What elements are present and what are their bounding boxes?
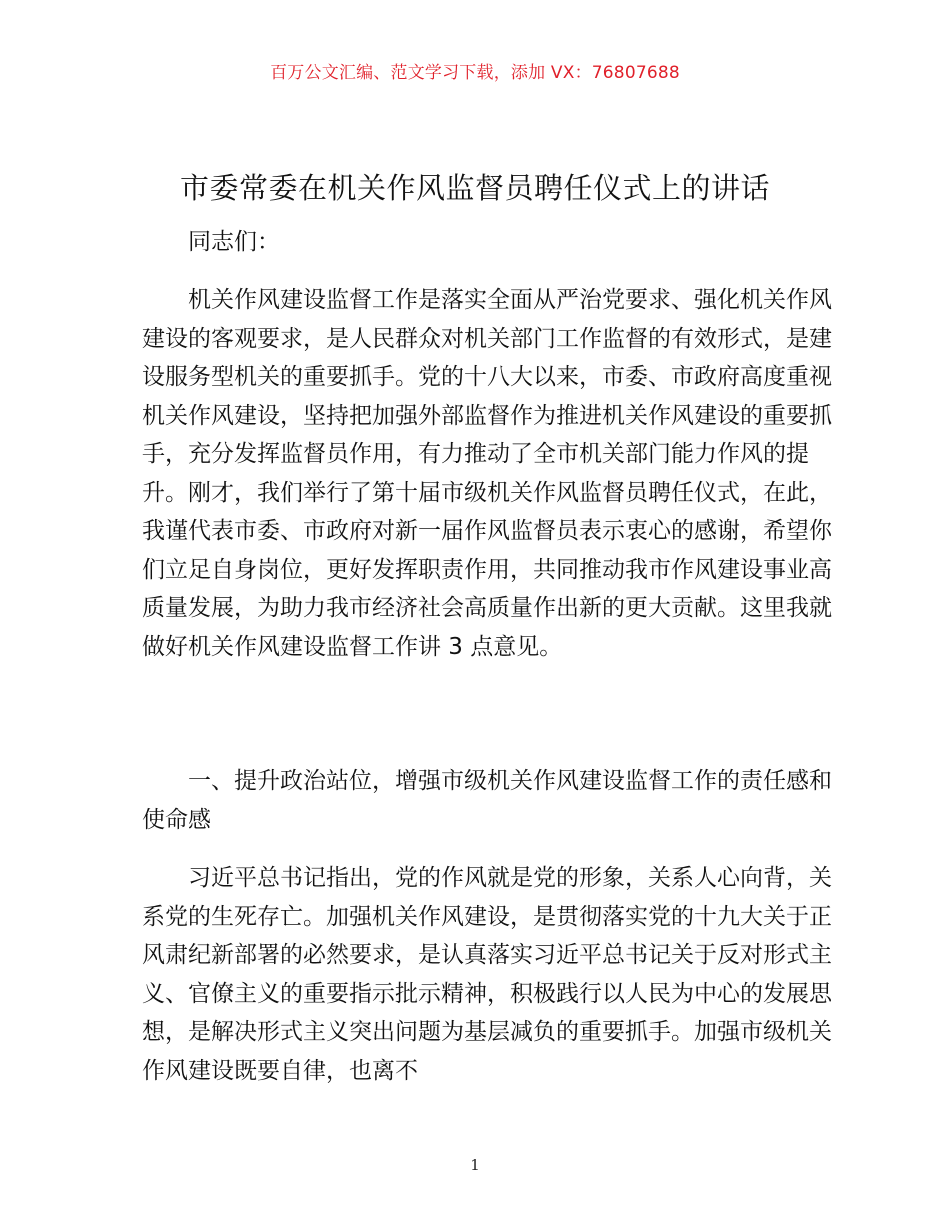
paragraph-block-2 (142, 859, 832, 1090)
body-paragraph: 习近平总书记指出，党的作风就是党的形象，关系人心向背，关系党的生死存亡。加强机关作风建设，是贯彻落实党的十九大关于正风肃纪新部署的必然要求，是认真落实习近平总书记关于反对形式主义、官僚主义的重要指示批示精神，积极践行以人民为中心的发展思想，是解决形式主义突出问题为基层减负的重要抓手。加强市级机关作风建设既要自律，也离不 (142, 865, 832, 1084)
header-banner: 百万公文汇编、范文学习下载，添加 VX：76807688 (270, 63, 680, 83)
greeting: 同志们： (188, 229, 280, 255)
paragraph-block-1 (142, 281, 832, 666)
greeting-block (142, 223, 832, 262)
section-heading: 一、提升政治站位，增强市级机关作风建设监督工作的责任感和使命感 (142, 768, 832, 833)
body-paragraph: 机关作风建设监督工作是落实全面从严治党要求、强化机关作风建设的客观要求，是人民群众对机关部门工作监督的有效形式，是建设服务型机关的重要抓手。党的十八大以来，市委、市政府高度重视机关作风建设，坚持把加强外部监督作为推进机关作风建设的重要抓手，充分发挥监督员作用，有力推动了全市机关部门能力作风的提升。刚才，我们举行了第十届市级机关作风监督员聘任仪式，在此，我谨代表市委、市政府对新一届作风监督员表示衷心的感谢，希望你们立足自身岗位，更好发挥职责作用，共同推动我市作风建设事业高质量发展，为助力我市经济社会高质量作出新的更大贡献。这里我就做好机关作风建设监督工作讲 3 点意见。 (142, 287, 832, 660)
page-number: 1 (470, 1156, 480, 1174)
section-heading-block (142, 762, 832, 839)
document-title: 市委常委在机关作风监督员聘任仪式上的讲话 (179, 171, 770, 205)
